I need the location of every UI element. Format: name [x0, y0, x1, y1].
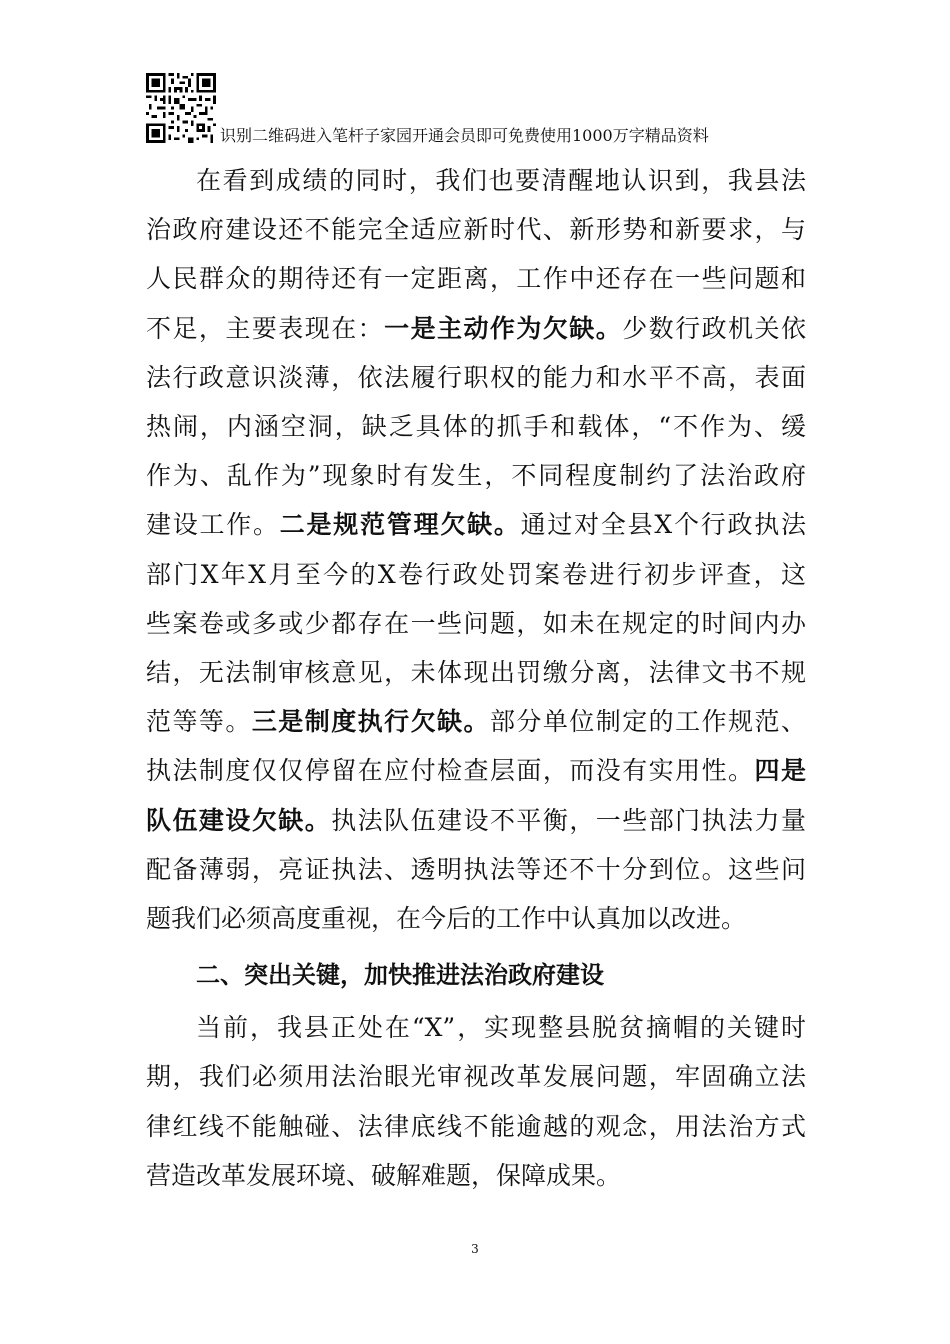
- text-run: 部门X年X月至今的X卷行政处罚案卷进行初步评查，这: [146, 559, 806, 589]
- text-run: 执法制度仅仅停留在应付检查层面，而没有实用性。: [146, 756, 755, 786]
- text-run: 治政府建设还不能完全适应新时代、新形势和新要求，与: [146, 215, 806, 245]
- text-line: [146, 560, 806, 590]
- page-number: 3: [471, 1242, 479, 1256]
- text-line: [146, 215, 806, 245]
- text-run: 部分单位制定的工作规范、: [489, 707, 806, 737]
- text-line: [146, 510, 806, 540]
- text-line: [196, 1013, 806, 1043]
- text-line: [146, 609, 806, 639]
- bold-run: 四是: [754, 756, 806, 786]
- promo-banner-text: 识别二维码进入笔杆子家园开通会员即可免费使用1000万字精品资料: [220, 126, 709, 145]
- section-heading: 二、突出关键，加快推进法治政府建设: [196, 961, 604, 989]
- text-run: 建设工作。: [146, 510, 280, 540]
- text-run: 少数行政机关依: [622, 313, 806, 343]
- text-line: [146, 412, 806, 442]
- text-line: [146, 264, 806, 294]
- text-line: [146, 1161, 806, 1191]
- text-run: 些案卷或多或少都存在一些问题，如未在规定的时间内办: [146, 608, 806, 638]
- text-line: [146, 1112, 806, 1142]
- text-run: 法行政意识淡薄，依法履行职权的能力和水平不高，表面: [146, 362, 806, 392]
- text-line: [146, 363, 806, 393]
- text-line: [146, 904, 806, 934]
- text-run: 期，我们必须用法治眼光审视改革发展问题，牢固确立法: [146, 1062, 806, 1092]
- text-run: 在看到成绩的同时，我们也要清醒地认识到，我县法: [196, 166, 806, 195]
- text-run: 人民群众的期待还有一定距离，工作中还存在一些问题和: [146, 264, 806, 294]
- text-run: 律红线不能触碰、法律底线不能逾越的观念，用法治方式: [146, 1111, 806, 1141]
- bold-run: 二是规范管理欠缺。: [279, 510, 521, 540]
- text-run: 配备薄弱，亮证执法、透明执法等还不十分到位。这些问: [146, 854, 806, 884]
- text-run: 通过对全县X个行政执法: [520, 510, 806, 540]
- text-run: 结，无法制审核意见，未体现出罚缴分离，法律文书不规: [146, 658, 806, 687]
- text-line: [146, 707, 806, 737]
- qr-code-icon: [146, 73, 216, 143]
- text-run: 营造改革发展环境、破解难题，保障成果。: [146, 1160, 622, 1190]
- bold-run: 一是主动作为欠缺。: [384, 313, 623, 343]
- text-line: [146, 658, 806, 688]
- text-run: 不足，主要表现在：: [146, 313, 385, 343]
- text-line: [196, 166, 806, 196]
- text-run: 当前，我县正处在“X”，实现整县脱贫摘帽的关键时: [196, 1013, 806, 1042]
- text-line: [146, 756, 806, 786]
- text-run: 题我们必须高度重视，在今后的工作中认真加以改进。: [146, 904, 747, 933]
- text-line: [146, 314, 806, 344]
- text-run: 范等等。: [146, 707, 252, 737]
- text-run: 热闹，内涵空洞，缺乏具体的抓手和载体，“不作为、缓: [146, 412, 806, 441]
- text-run: 作为、乱作为”现象时有发生，不同程度制约了法治政府: [146, 461, 806, 491]
- text-line: [146, 461, 806, 491]
- bold-run: 三是制度执行欠缺。: [251, 707, 490, 737]
- bold-run: 队伍建设欠缺。: [146, 805, 332, 835]
- text-line: [146, 806, 806, 836]
- text-line: [146, 855, 806, 885]
- text-line: [146, 1062, 806, 1092]
- text-run: 执法队伍建设不平衡，一些部门执法力量: [331, 805, 806, 835]
